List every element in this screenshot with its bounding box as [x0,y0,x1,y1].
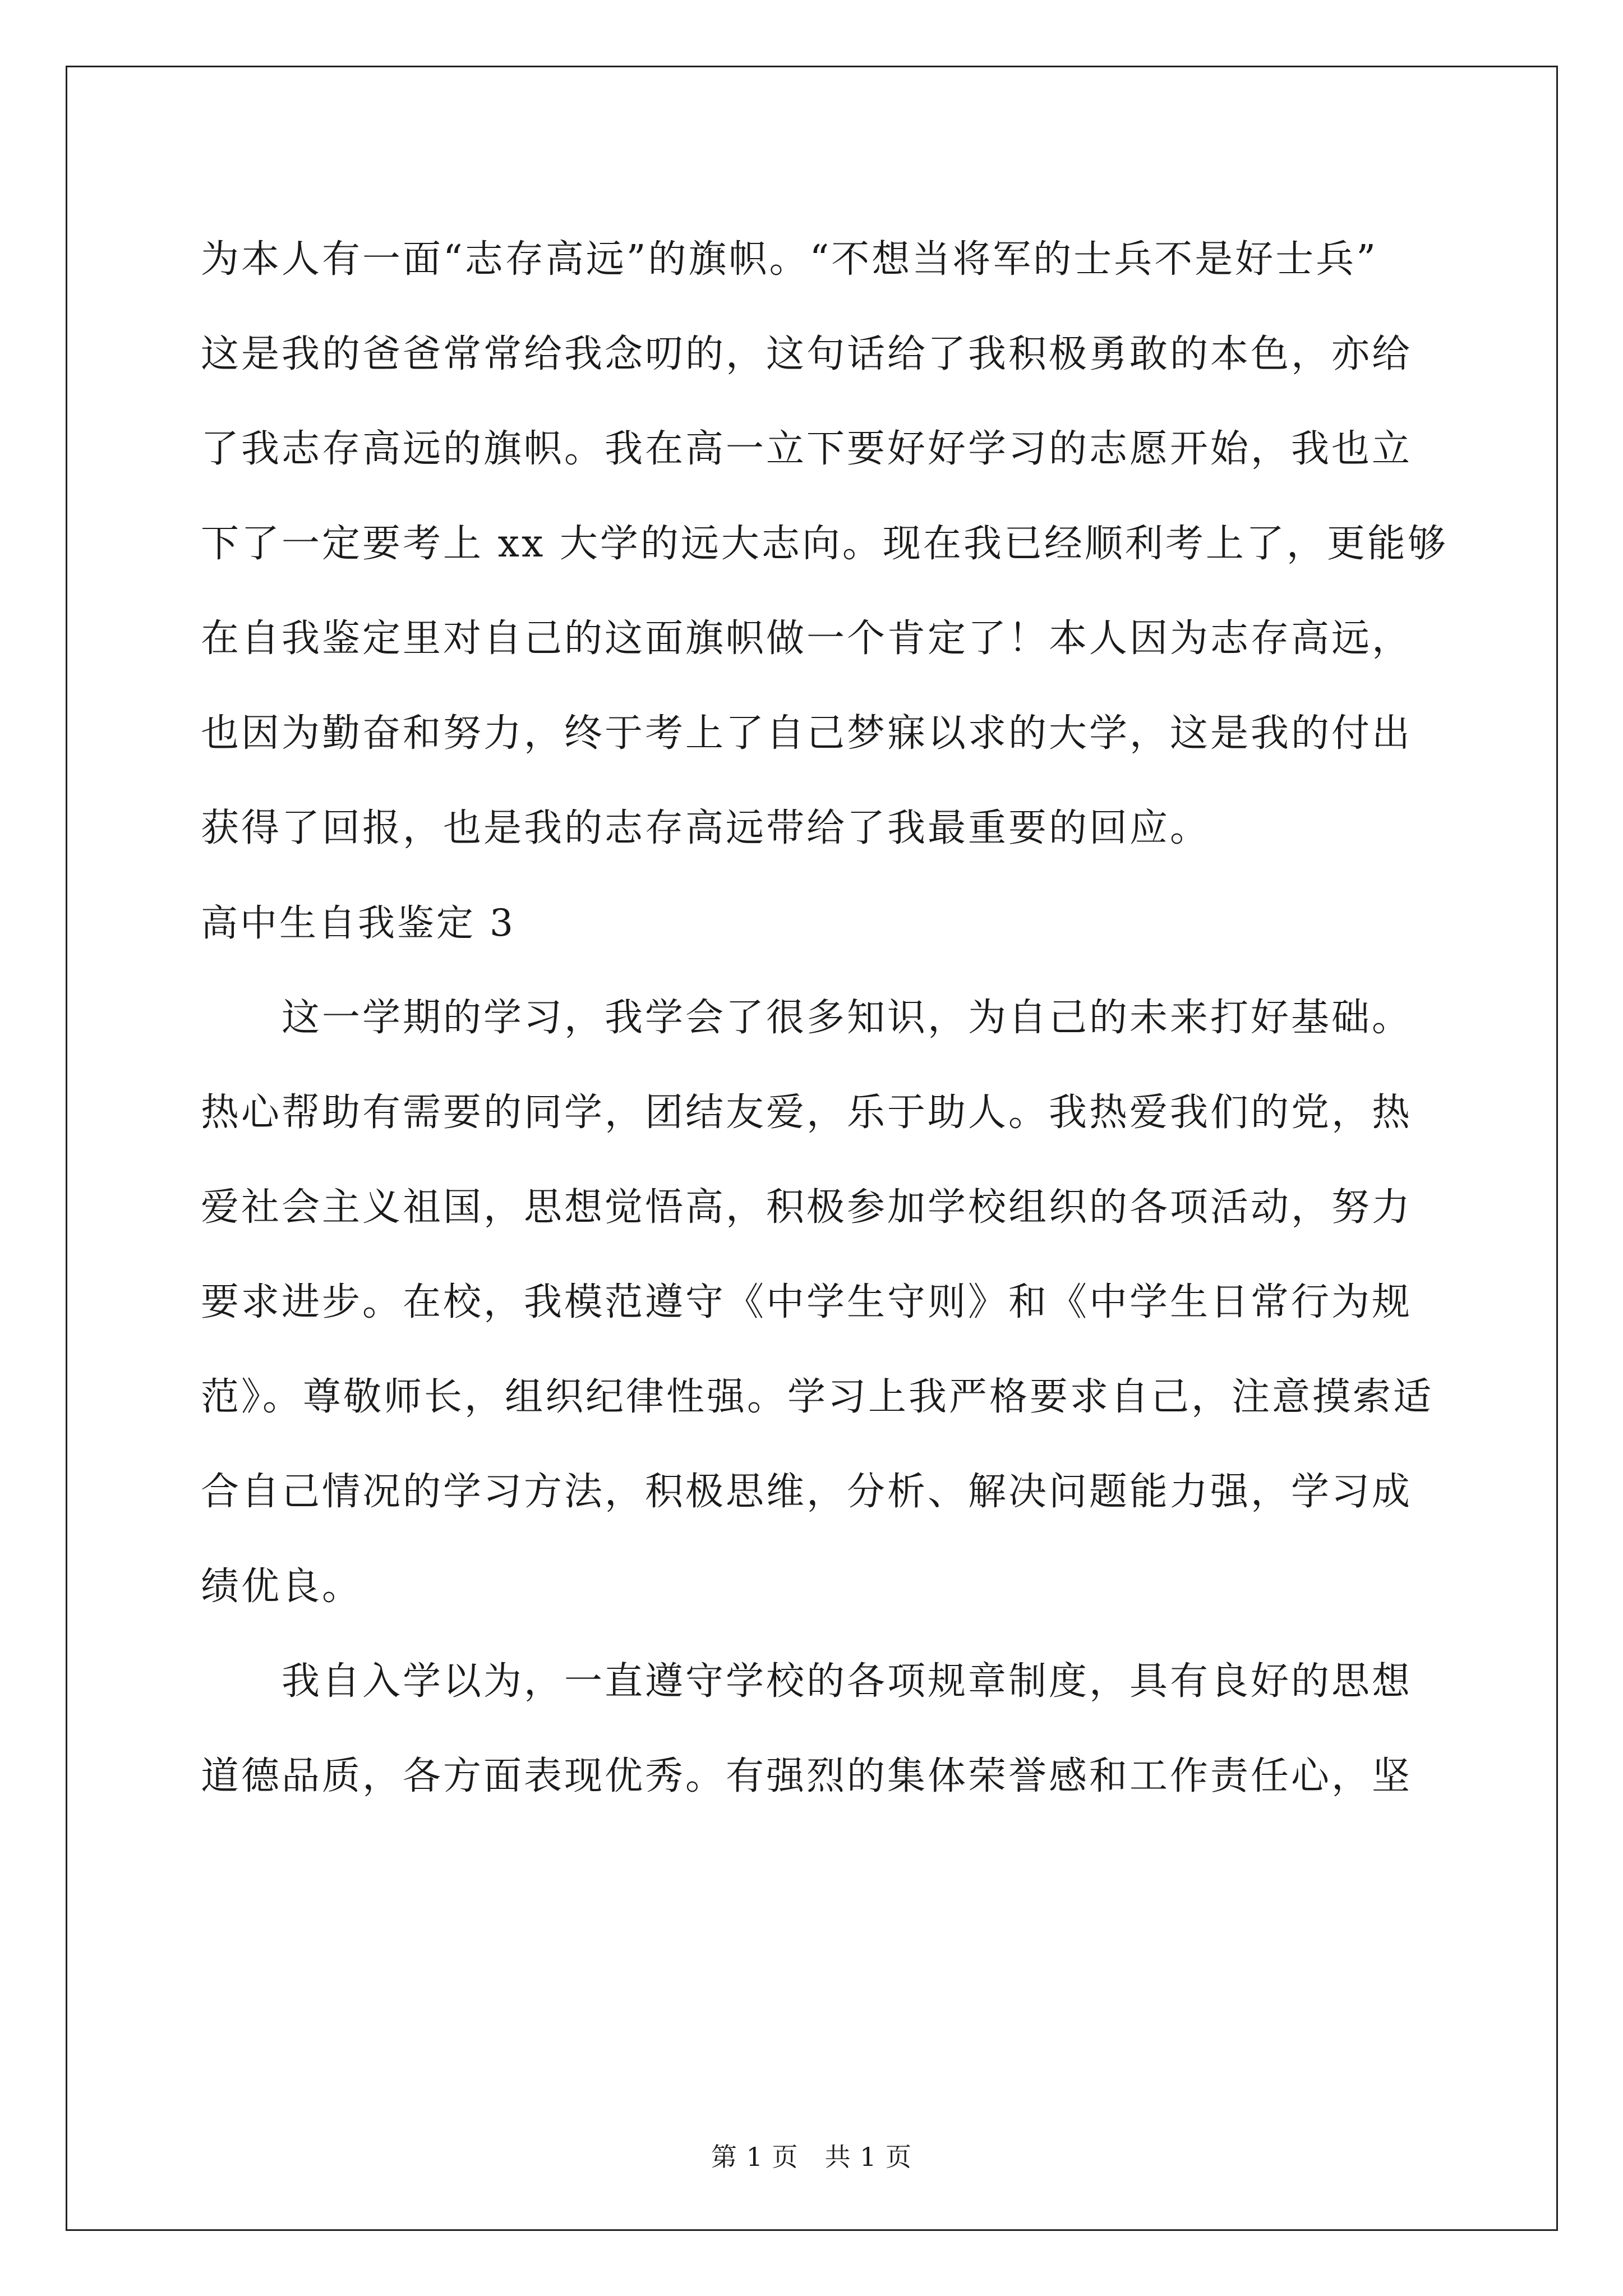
paragraph-1 [201,970,1443,1634]
page-footer: 第 1 页 共 1 页 [711,2142,912,2172]
text-line: 下了一定要考上 xx 大学的远大志向。现在我已经顺利考上了，更能够 [201,522,1448,566]
text-line: 热心帮助有需要的同学，团结友爱，乐于助人。我热爱我们的党，热 [201,1091,1413,1135]
document-body [201,212,1448,1824]
text-line: 爱社会主义祖国，思想觉悟高，积极参加学校组织的各项活动，努力 [201,1185,1413,1230]
text-line: 为本人有一面“志存高远”的旗帜。“不想当将军的士兵不是好士兵” [201,237,1378,282]
text-line: 要求进步。在校，我模范遵守《中学生守则》和《中学生日常行为规 [201,1280,1413,1324]
text-line: 这是我的爸爸常常给我念叨的，这句话给了我积极勇敢的本色，亦给 [201,332,1413,376]
text-line: 我自入学以为，一直遵守学校的各项规章制度，具有良好的思想 [282,1659,1413,1704]
text-line: 道德品质，各方面表现优秀。有强烈的集体荣誉感和工作责任心，坚 [201,1754,1413,1798]
text-line: 也因为勤奋和努力，终于考上了自己梦寐以求的大学，这是我的付出 [201,711,1413,756]
paragraph-2 [201,1634,1443,1824]
section-heading: 高中生自我鉴定 3 [201,901,515,945]
text-line: 这一学期的学习，我学会了很多知识，为自己的未来打好基础。 [282,996,1413,1040]
text-line: 合自己情况的学习方法，积极思维，分析、解决问题能力强，学习成 [201,1470,1413,1514]
text-line: 绩优良。 [201,1565,363,1609]
text-line: 了我志存高远的旗帜。我在高一立下要好好学习的志愿开始，我也立 [201,427,1413,471]
text-line: 范》。尊敬师长，组织纪律性强。学习上我严格要求自己，注意摸索适 [201,1375,1434,1419]
text-line: 在自我鉴定里对自己的这面旗帜做一个肯定了！本人因为志存高远， [201,616,1413,661]
paragraph-continued [201,212,1448,876]
text-line: 获得了回报，也是我的志存高远带给了我最重要的回应。 [201,806,1211,850]
